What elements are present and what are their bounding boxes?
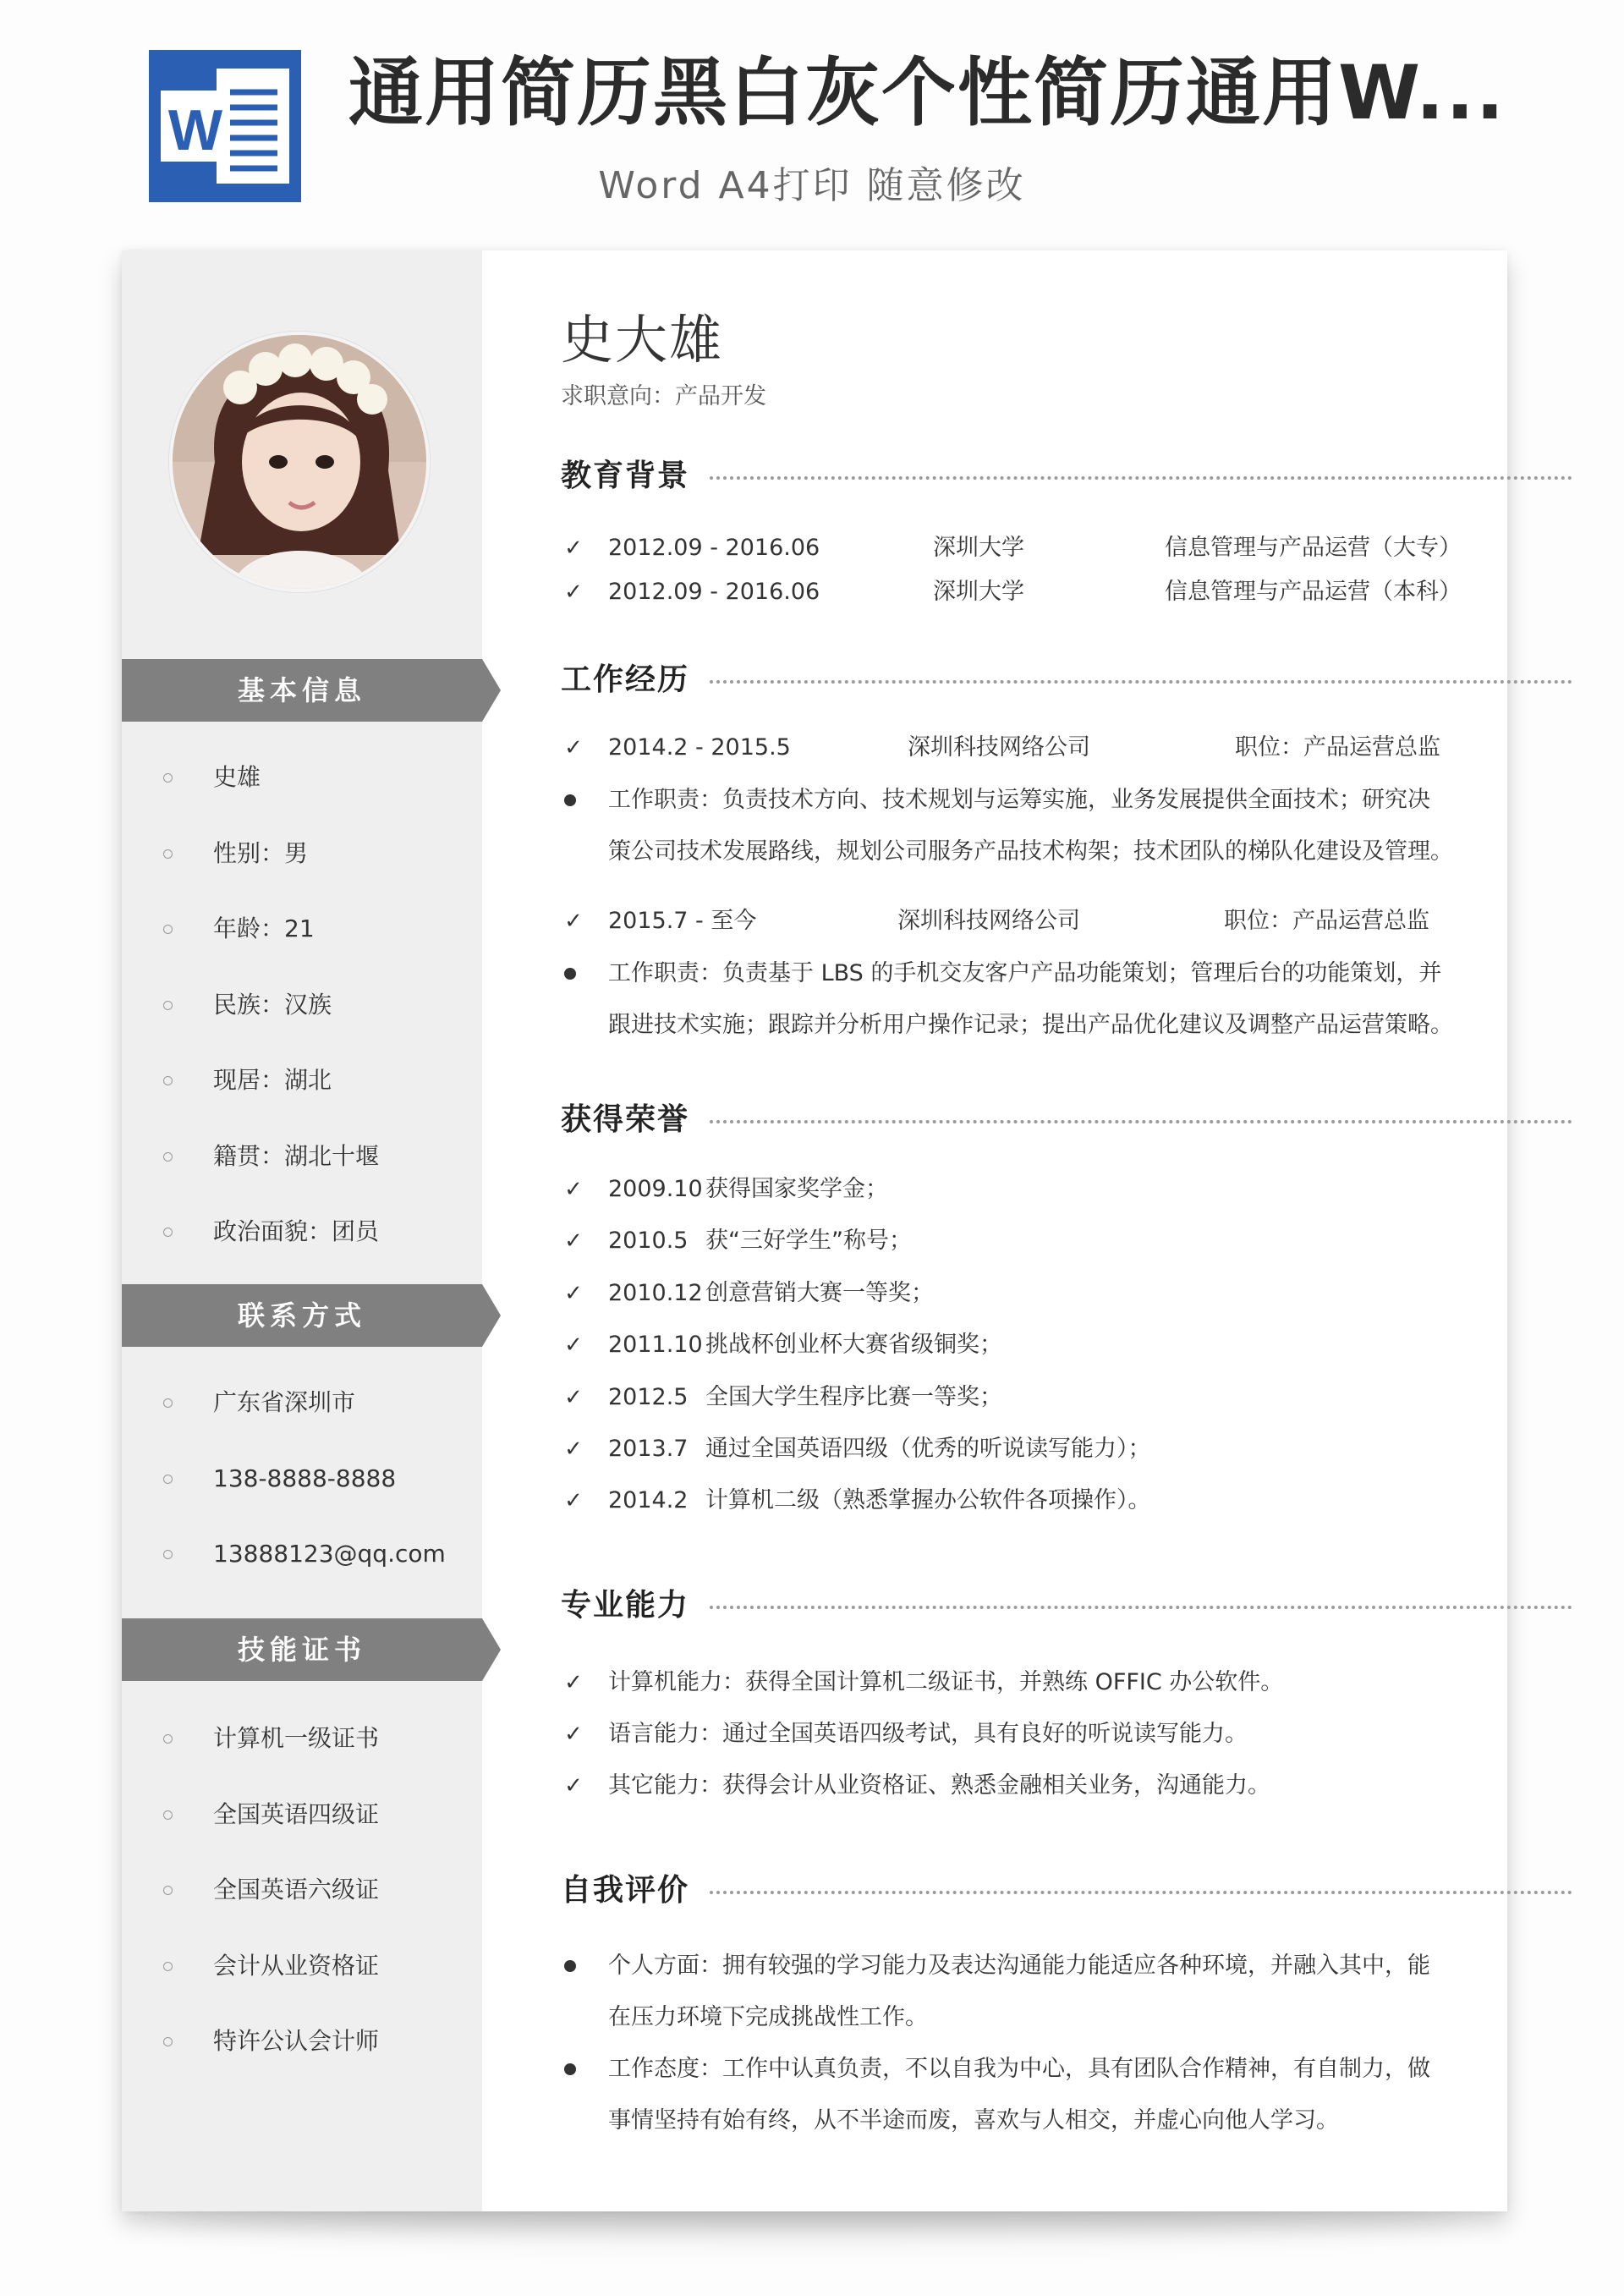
honor-date: 2010.5 [608,1228,689,1254]
section-honors [561,1099,1572,1141]
work-position: 职位：产品运营总监 [1235,734,1440,761]
list-item: 特许公认会计师 [122,2003,482,2079]
work-company: 深圳科技网络公司 [908,734,1090,761]
work-duty-line: 策公司技术发展路线，规划公司服务产品技术构架；技术团队的梯队化建设及管理。 [608,838,1453,865]
page-subtitle: Word A4打印 随意修改 [598,164,1026,207]
skill-item: 语言能力：通过全国英语四级考试，具有良好的听说读写能力。 [608,1721,1248,1747]
self-eval-line: 在压力环境下完成挑战性工作。 [608,2004,928,2030]
check-icon: ✓ [564,536,583,561]
honor-date: 2013.7 [608,1436,689,1462]
profile-photo [169,332,430,592]
self-eval-line: 个人方面：拥有较强的学习能力及表达沟通能力能适应各种环境，并融入其中，能 [608,1953,1430,1979]
list-item: 民族：汉族 [122,967,482,1043]
honor-text: 获“三好学生”称号； [705,1228,912,1254]
list-item: 现居：湖北 [122,1042,482,1118]
honor-text: 挑战杯创业杯大赛省级铜奖； [705,1332,1002,1358]
check-icon: ✓ [564,735,583,761]
dotted-divider [710,680,1572,684]
check-icon: ✓ [564,1436,583,1462]
honor-date: 2012.5 [608,1384,689,1410]
work-company: 深圳科技网络公司 [897,908,1080,934]
honor-text: 计算机二级（熟悉掌握办公软件各项操作）。 [705,1487,1151,1513]
honor-text: 创意营销大赛一等奖； [705,1280,934,1306]
section-title: 专业能力 [561,1588,690,1623]
basic-info-list [122,739,482,1270]
honor-date: 2011.10 [608,1332,703,1358]
honor-date: 2010.12 [608,1280,703,1306]
word-logo-letter: W [167,98,223,162]
banner-contact: 联系方式 [122,1284,501,1347]
self-eval-line: 事情坚持有始有终，从不半途而废，喜欢与人相交，并虚心向他人学习。 [608,2107,1339,2134]
bullet-icon [564,968,576,980]
honor-date: 2014.2 [608,1487,689,1513]
dotted-divider [710,476,1572,480]
honor-date: 2009.10 [608,1176,703,1202]
banner-certificates: 技能证书 [122,1618,501,1681]
dotted-divider [710,1120,1572,1123]
section-skills [561,1585,1572,1627]
bullet-icon [564,2063,576,2075]
check-icon: ✓ [564,1281,583,1306]
self-eval-line: 工作态度：工作中认真负责，不以自我为中心，具有团队合作精神，有自制力，做 [608,2056,1430,2082]
work-position: 职位：产品运营总监 [1224,908,1429,934]
certificate-list [122,1700,482,2079]
list-item: 政治面貌：团员 [122,1194,482,1270]
list-item: 广东省深圳市 [122,1365,482,1441]
resume-page [122,250,1507,2211]
check-icon: ✓ [564,1228,583,1254]
edu-major: 信息管理与产品运营（本科） [1165,579,1462,605]
edu-period: 2012.09 - 2016.06 [608,579,820,605]
section-title: 工作经历 [561,662,690,697]
check-icon: ✓ [564,1722,583,1747]
check-icon: ✓ [564,1332,583,1358]
list-item: 全国英语四级证 [122,1777,482,1853]
skill-item: 其它能力：获得会计从业资格证、熟悉金融相关业务，沟通能力。 [608,1772,1270,1799]
list-item: 会计从业资格证 [122,1928,482,2004]
check-icon: ✓ [564,1670,583,1695]
list-item: 全国英语六级证 [122,1852,482,1928]
bullet-icon [564,1960,576,1972]
job-intent: 求职意向：产品开发 [561,383,766,409]
work-duty-line: 工作职责：负责基于 LBS 的手机交友客户产品功能策划；管理后台的功能策划，并 [608,960,1442,986]
edu-school: 深圳大学 [933,535,1024,561]
section-self-evaluation [561,1870,1572,1912]
section-title: 自我评价 [561,1873,690,1908]
section-title: 教育背景 [561,459,690,493]
dotted-divider [710,1606,1572,1609]
check-icon: ✓ [564,909,583,934]
check-icon: ✓ [564,1385,583,1410]
list-item: 史雄 [122,739,482,816]
page-title: 通用简历黑白灰个性简历通用W... [348,49,1506,136]
honor-text: 全国大学生程序比赛一等奖； [705,1384,1002,1410]
check-icon: ✓ [564,1488,583,1513]
bullet-icon [564,794,576,806]
list-item: 性别：男 [122,816,482,892]
work-duty-line: 跟进技术实施；跟踪并分析用户操作记录；提出产品优化建议及调整产品运营策略。 [608,1012,1453,1038]
list-item: 籍贯：湖北十堰 [122,1118,482,1195]
check-icon: ✓ [564,1177,583,1202]
honor-text: 通过全国英语四级（优秀的听说读写能力）； [705,1436,1151,1462]
edu-school: 深圳大学 [933,579,1024,605]
section-work [561,659,1572,701]
honor-text: 获得国家奖学金； [705,1176,888,1202]
candidate-name: 史大雄 [561,309,724,371]
list-item: 计算机一级证书 [122,1700,482,1777]
list-item: 13888123@qq.com [122,1516,482,1592]
dotted-divider [710,1891,1572,1894]
edu-period: 2012.09 - 2016.06 [608,535,820,561]
edu-major: 信息管理与产品运营（大专） [1165,535,1462,561]
contact-list [122,1365,482,1592]
check-icon: ✓ [564,579,583,605]
list-item: 年龄：21 [122,891,482,967]
banner-basic-info: 基本信息 [122,659,501,722]
work-period: 2014.2 - 2015.5 [608,734,791,761]
work-duty-line: 工作职责：负责技术方向、技术规划与运筹实施，业务发展提供全面技术；研究决 [608,787,1430,813]
section-title: 获得荣誉 [561,1102,690,1137]
work-period: 2015.7 - 至今 [608,908,757,934]
section-education [561,455,1572,497]
check-icon: ✓ [564,1773,583,1799]
list-item: 138-8888-8888 [122,1441,482,1517]
skill-item: 计算机能力：获得全国计算机二级证书，并熟练 OFFIC 办公软件。 [608,1669,1284,1695]
